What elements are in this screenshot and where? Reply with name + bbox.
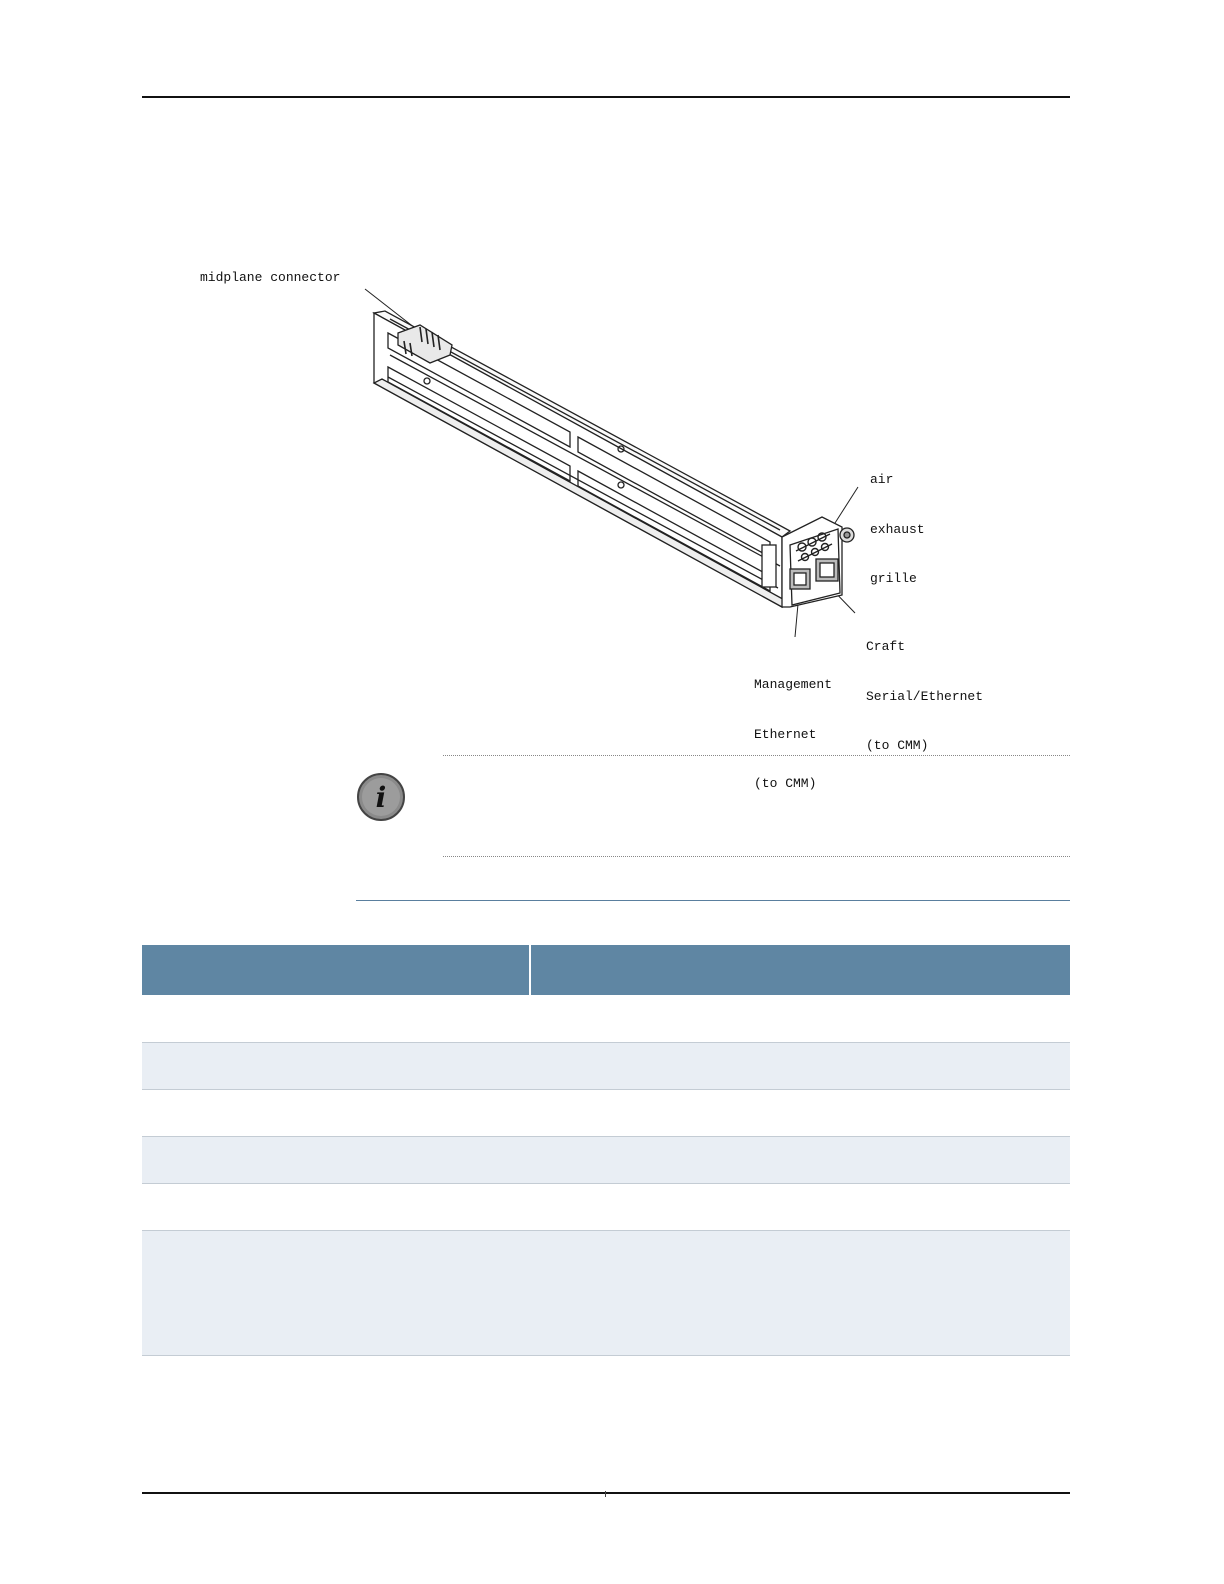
footer-rule xyxy=(142,1492,1070,1494)
header-rule xyxy=(142,96,1070,98)
table-cell xyxy=(530,1136,1070,1183)
callout-midplane-connector: midplane connector xyxy=(200,270,341,285)
callout-air-exhaust-grille xyxy=(870,439,925,604)
table-cell xyxy=(142,1183,530,1230)
table-row xyxy=(142,1183,1070,1230)
table-cell xyxy=(530,1230,1070,1355)
table-cell xyxy=(530,1042,1070,1089)
table-cell xyxy=(530,1183,1070,1230)
table-header-cell xyxy=(142,945,530,995)
table-row xyxy=(142,1136,1070,1183)
table-cell xyxy=(142,1042,530,1089)
table-cell xyxy=(142,1089,530,1136)
card-rail-bottom xyxy=(388,377,778,588)
note-block xyxy=(356,755,1070,857)
table-cell xyxy=(142,995,530,1042)
callout-line: Craft xyxy=(866,639,906,654)
table-cell xyxy=(142,1136,530,1183)
leader-air-exhaust xyxy=(835,487,858,523)
section-divider xyxy=(356,900,1070,901)
callout-line: Management xyxy=(754,677,833,692)
callout-line: (to CMM) xyxy=(754,776,817,791)
svg-text:i: i xyxy=(375,781,387,814)
callout-line: grille xyxy=(870,571,917,586)
table-row xyxy=(142,995,1070,1042)
callout-line: air xyxy=(870,472,894,487)
info-icon xyxy=(356,772,406,822)
footer-tick xyxy=(605,1491,606,1497)
note-divider-top xyxy=(443,755,1070,756)
table-header-row xyxy=(142,945,1070,995)
table-cell xyxy=(142,1230,530,1355)
callout-line: (to CMM) xyxy=(866,738,929,753)
craft-serial-ethernet-port-inner xyxy=(820,563,834,577)
spec-table xyxy=(142,945,1070,1356)
table-cell xyxy=(530,1089,1070,1136)
table-row xyxy=(142,1042,1070,1089)
thumbscrew-center xyxy=(844,532,850,538)
management-ethernet-port-inner xyxy=(794,573,806,585)
card-bottom-edge xyxy=(374,379,790,607)
table-row xyxy=(142,1230,1070,1355)
callout-line: Ethernet xyxy=(754,726,817,742)
card-rail-mid xyxy=(390,355,780,566)
note-divider-bottom xyxy=(443,856,1070,857)
side-label-plate xyxy=(762,545,776,587)
table-header-cell xyxy=(530,945,1070,995)
callout-line: exhaust xyxy=(870,521,925,537)
table-row xyxy=(142,1089,1070,1136)
callout-craft-serial-ethernet xyxy=(866,606,983,771)
table-cell xyxy=(530,995,1070,1042)
callout-line: Serial/Ethernet xyxy=(866,688,984,704)
